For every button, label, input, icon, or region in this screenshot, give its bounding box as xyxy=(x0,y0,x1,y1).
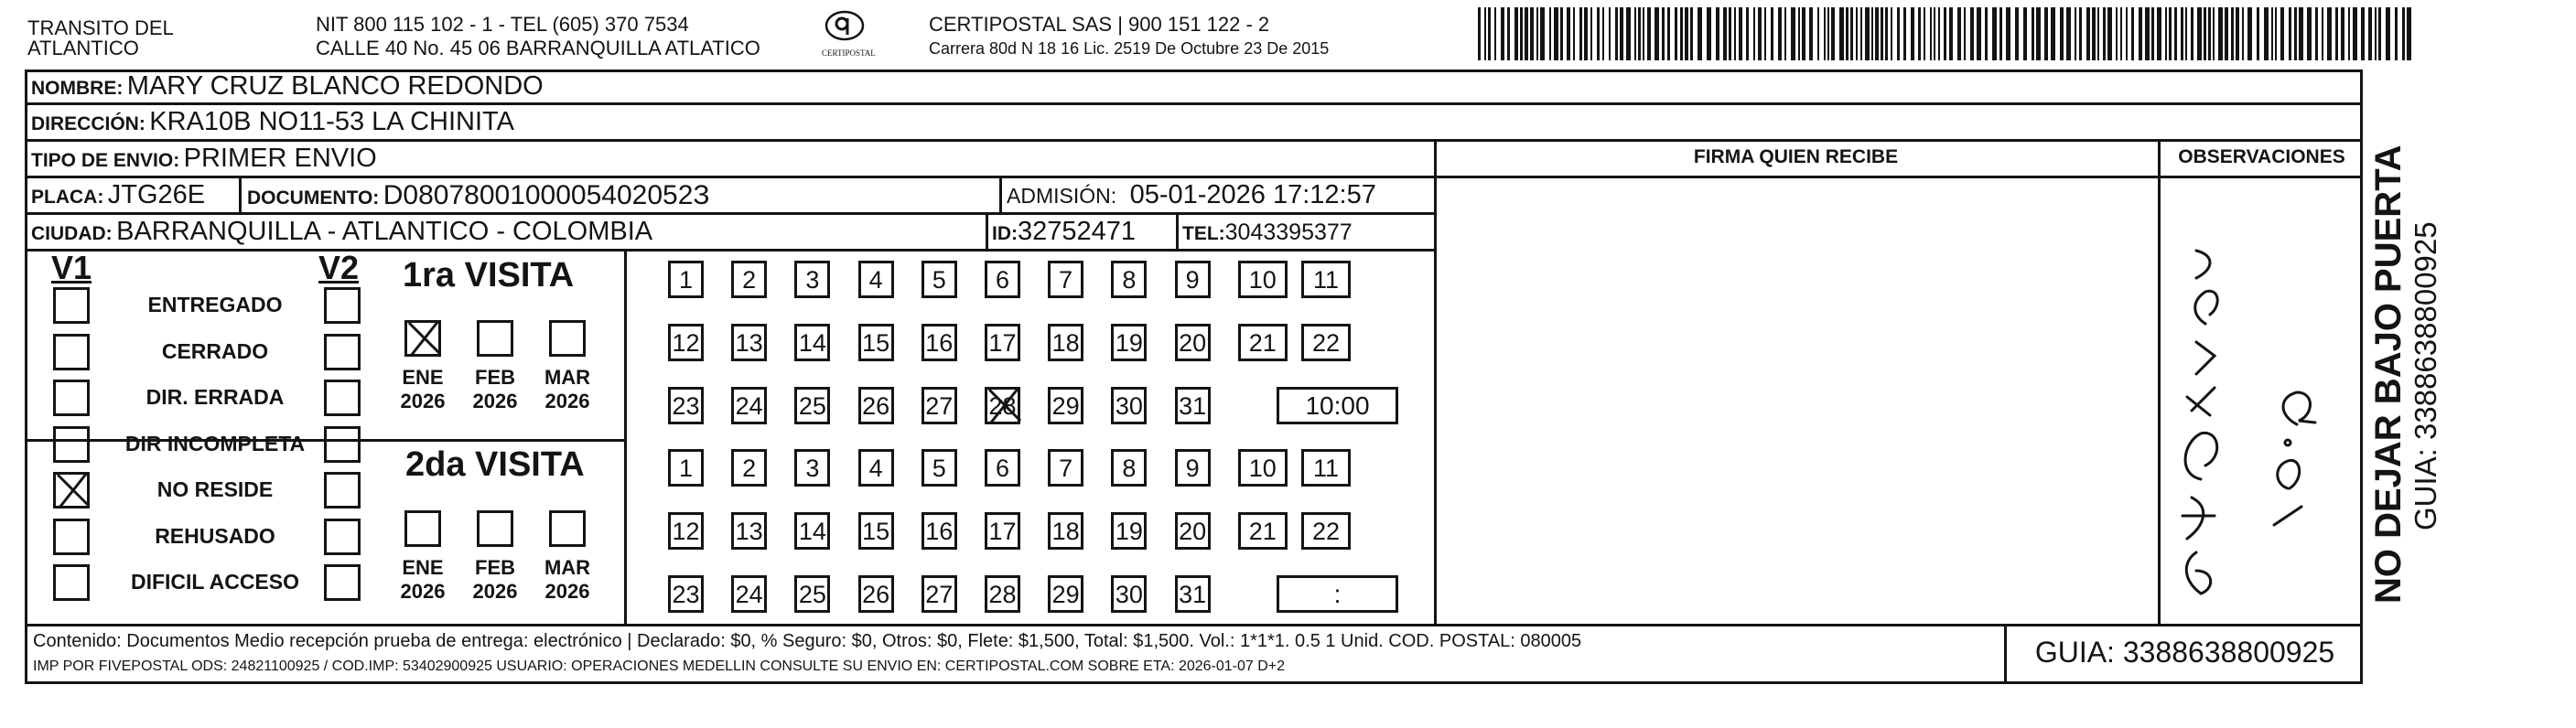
status-label: DIFICIL ACCESO xyxy=(130,570,299,594)
v1-checkbox[interactable] xyxy=(53,334,90,370)
day-box[interactable]: 26 xyxy=(858,387,894,424)
day-box[interactable]: 27 xyxy=(922,387,957,424)
day-box[interactable]: 26 xyxy=(858,575,894,613)
day-box[interactable]: 17 xyxy=(985,324,1020,361)
company-info: CERTIPOSTAL SAS | 900 151 122 - 2 xyxy=(929,13,1270,36)
month-label: FEB xyxy=(475,556,515,579)
day-box[interactable]: 9 xyxy=(1175,261,1211,298)
month-year: 2026 xyxy=(544,580,590,603)
admision-label: ADMISIÓN: xyxy=(1007,184,1117,208)
v1-label: V1 xyxy=(51,249,92,286)
month-label: ENE xyxy=(402,366,444,389)
handwriting-scribble xyxy=(2160,177,2361,622)
day-box[interactable]: 12 xyxy=(668,324,704,361)
day-box[interactable]: 8 xyxy=(1111,261,1147,298)
day-box[interactable]: 11 xyxy=(1301,449,1351,487)
month-checkbox[interactable] xyxy=(404,510,441,547)
day-box[interactable]: 7 xyxy=(1048,261,1083,298)
month-year: 2026 xyxy=(472,580,518,603)
v1-checkbox[interactable] xyxy=(53,472,90,509)
day-box[interactable]: 3 xyxy=(794,449,830,487)
v1-checkbox[interactable] xyxy=(53,564,90,601)
day-box[interactable]: 16 xyxy=(922,324,957,361)
day-box[interactable]: 30 xyxy=(1111,575,1147,613)
month-label: ENE xyxy=(402,556,444,579)
month-checkbox[interactable] xyxy=(477,320,513,357)
tipo-envio-row xyxy=(31,144,377,174)
day-box[interactable]: 15 xyxy=(858,512,894,550)
status-label: NO RESIDE xyxy=(156,477,274,501)
v2-checkbox[interactable] xyxy=(324,426,361,463)
day-box[interactable]: 19 xyxy=(1111,512,1147,550)
company-address: Carrera 80d N 18 16 Lic. 2519 De Octubre 23 De 2015 xyxy=(929,39,1330,58)
day-box[interactable]: 9 xyxy=(1175,449,1211,487)
day-box[interactable]: 22 xyxy=(1301,512,1351,550)
day-box[interactable]: 31 xyxy=(1175,575,1211,613)
contenido-line: Contenido: Documentos Medio recepción prueba de entrega: electrónico | Declarado: $0, % Seguro: $0, Otros: $0, Flete: $1,500, Total: $1,500. Vol.: 1*1*1. 0.5 1 Unid. COD. POSTAL: 080005 xyxy=(33,631,1582,651)
placa-cell xyxy=(31,180,205,210)
day-box[interactable]: 12 xyxy=(668,512,704,550)
v1-checkbox[interactable] xyxy=(53,380,90,416)
day-box[interactable]: 5 xyxy=(922,261,957,298)
ciudad-label: CIUDAD: xyxy=(31,223,113,244)
id-cell xyxy=(992,217,1136,247)
day-box[interactable]: 29 xyxy=(1048,575,1083,613)
documento-label: DOCUMENTO: xyxy=(247,187,380,209)
status-label: ENTREGADO xyxy=(147,293,283,316)
observaciones-label: OBSERVACIONES xyxy=(2178,146,2345,167)
month-label: MAR xyxy=(544,556,591,579)
entity-name-line1: TRANSITO DEL xyxy=(27,16,174,39)
day-box[interactable]: 28 xyxy=(985,387,1020,424)
day-box[interactable]: 25 xyxy=(794,575,830,613)
day-box[interactable]: 2 xyxy=(731,261,767,298)
day-box[interactable]: 14 xyxy=(794,324,830,361)
tipo-envio-value: PRIMER ENVIO xyxy=(183,144,377,173)
tel-cell xyxy=(1182,219,1353,246)
entity-address: CALLE 40 No. 45 06 BARRANQUILLA ATLATICO xyxy=(316,37,760,59)
day-box[interactable]: 23 xyxy=(668,575,704,613)
v2-checkbox[interactable] xyxy=(324,287,361,324)
imp-line: IMP POR FIVEPOSTAL ODS: 24821100925 / COD.IMP: 53402900925 USUARIO: OPERACIONES MEDELLIN CONSULTE SU ENVIO EN: CERTIPOSTAL.COM SOBRE ETA: 2026-01-07 D+2 xyxy=(33,658,1286,674)
id-label: ID: xyxy=(992,223,1018,244)
placa-value: JTG26E xyxy=(107,180,206,209)
day-box[interactable]: 13 xyxy=(731,324,767,361)
month-label: FEB xyxy=(475,366,515,389)
entity-name-line2: ATLANTICO xyxy=(27,37,139,59)
day-box[interactable]: 31 xyxy=(1175,387,1211,424)
month-year: 2026 xyxy=(400,390,446,412)
day-box[interactable]: 1 xyxy=(668,261,704,298)
entity-nit: NIT 800 115 102 - 1 - TEL (605) 370 7534 xyxy=(316,13,689,36)
day-box[interactable]: 27 xyxy=(922,575,957,613)
day-box[interactable]: 17 xyxy=(985,512,1020,550)
day-box[interactable]: 3 xyxy=(794,261,830,298)
side-guia: GUIA: 3388638800925 xyxy=(2409,221,2442,530)
visit1-title: 1ra VISITA xyxy=(403,256,575,294)
visit-time-box[interactable]: 10:00 xyxy=(1277,387,1398,424)
nombre-label: NOMBRE: xyxy=(31,78,124,99)
month-year: 2026 xyxy=(544,390,590,412)
v2-checkbox[interactable] xyxy=(324,519,361,555)
day-box[interactable]: 2 xyxy=(731,449,767,487)
v1-checkbox[interactable] xyxy=(53,287,90,324)
month-checkbox[interactable] xyxy=(549,320,586,357)
day-box[interactable]: 8 xyxy=(1111,449,1147,487)
day-box[interactable]: 4 xyxy=(858,449,894,487)
certipostal-logo xyxy=(822,9,876,58)
day-box[interactable]: 22 xyxy=(1301,324,1351,361)
day-box[interactable]: 19 xyxy=(1111,324,1147,361)
id-value: 32752471 xyxy=(1018,217,1137,246)
day-box[interactable]: 18 xyxy=(1048,324,1083,361)
placa-label: PLACA: xyxy=(31,187,104,208)
day-box[interactable]: 5 xyxy=(922,449,957,487)
day-box[interactable]: 23 xyxy=(668,387,704,424)
direccion-row xyxy=(31,107,514,137)
day-box[interactable]: 13 xyxy=(731,512,767,550)
v2-label: V2 xyxy=(318,249,360,286)
observation-handwriting xyxy=(2160,177,2361,622)
admision-cell xyxy=(1007,180,1376,210)
status-label: CERRADO xyxy=(161,338,269,363)
day-box[interactable]: 10 xyxy=(1238,449,1288,487)
day-box[interactable]: 6 xyxy=(985,261,1020,298)
side-warning: NO DEJAR BAJO PUERTA xyxy=(2368,145,2409,604)
certipostal-logo-icon xyxy=(822,9,868,44)
nombre-value: MARY CRUZ BLANCO REDONDO xyxy=(126,71,544,101)
status-label: REHUSADO xyxy=(155,523,275,548)
day-box[interactable]: 24 xyxy=(731,387,767,424)
v1-checkbox[interactable] xyxy=(53,519,90,555)
direccion-value: KRA10B NO11-53 LA CHINITA xyxy=(149,107,514,136)
day-box[interactable]: 14 xyxy=(794,512,830,550)
documento-cell xyxy=(247,180,710,211)
status-label: DIR. ERRADA xyxy=(146,385,285,409)
month-label: MAR xyxy=(544,366,591,389)
day-box[interactable]: 25 xyxy=(794,387,830,424)
day-box[interactable]: 16 xyxy=(922,512,957,550)
day-box[interactable]: 1 xyxy=(668,449,704,487)
v2-checkbox[interactable] xyxy=(324,472,361,509)
tel-label: TEL: xyxy=(1182,223,1225,244)
footer-guia: GUIA: 3388638800925 xyxy=(2034,636,2335,669)
day-box[interactable]: 10 xyxy=(1238,261,1288,298)
documento-value: D0807800100005402052З xyxy=(383,180,710,210)
v2-checkbox[interactable] xyxy=(324,564,361,601)
month-year: 2026 xyxy=(472,390,518,412)
day-box[interactable]: 6 xyxy=(985,449,1020,487)
firma-label: FIRMA QUIEN RECIBE xyxy=(1693,146,1899,167)
ciudad-cell xyxy=(31,217,652,247)
day-box[interactable]: 21 xyxy=(1238,324,1288,361)
status-label: DIR INCOMPLETA xyxy=(124,431,306,455)
tracking-barcode xyxy=(1478,7,2416,60)
day-box[interactable]: 30 xyxy=(1111,387,1147,424)
month-year: 2026 xyxy=(400,580,446,603)
day-box[interactable]: 18 xyxy=(1048,512,1083,550)
visit2-title: 2da VISITA xyxy=(405,445,585,484)
ciudad-value: BARRANQUILLA - ATLANTICO - COLOMBIA xyxy=(116,217,653,246)
day-box[interactable]: 4 xyxy=(858,261,894,298)
tel-value: 3043395377 xyxy=(1224,219,1353,245)
day-box[interactable]: 24 xyxy=(731,575,767,613)
v1-checkbox[interactable] xyxy=(53,426,90,463)
day-box[interactable]: 21 xyxy=(1238,512,1288,550)
direccion-label: DIRECCIÓN: xyxy=(31,113,146,134)
admision-value: 05-01-2026 17:12:57 xyxy=(1129,180,1376,209)
tipo-envio-label: TIPO DE ENVIO: xyxy=(31,150,180,171)
month-checkbox[interactable] xyxy=(404,320,441,357)
visit-time-box[interactable]: : xyxy=(1277,575,1398,613)
day-box[interactable]: 15 xyxy=(858,324,894,361)
day-box[interactable]: 20 xyxy=(1175,324,1211,361)
logo-text: CERTIPOSTAL xyxy=(822,48,876,58)
day-box[interactable]: 11 xyxy=(1301,261,1351,298)
v2-checkbox[interactable] xyxy=(324,380,361,416)
day-box[interactable]: 28 xyxy=(985,575,1020,613)
nombre-row xyxy=(31,71,544,102)
day-box[interactable]: 20 xyxy=(1175,512,1211,550)
day-box[interactable]: 7 xyxy=(1048,449,1083,487)
day-box[interactable]: 29 xyxy=(1048,387,1083,424)
month-checkbox[interactable] xyxy=(477,510,513,547)
month-checkbox[interactable] xyxy=(549,510,586,547)
v2-checkbox[interactable] xyxy=(324,334,361,370)
